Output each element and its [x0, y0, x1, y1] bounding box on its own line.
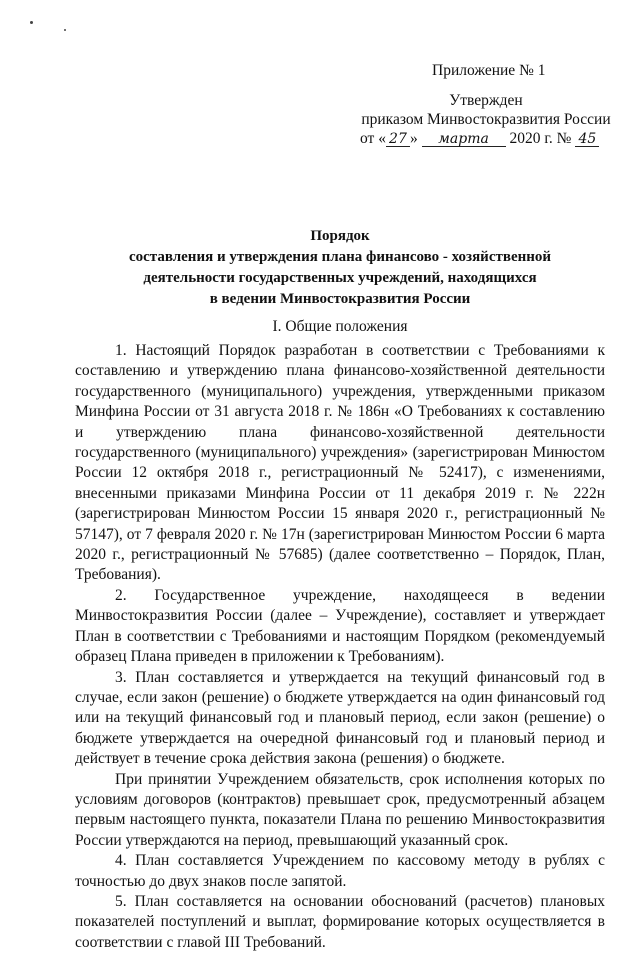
- order-day-handwritten: 27: [386, 132, 410, 147]
- scan-speck: [64, 29, 66, 31]
- section-heading: I. Общие положения: [272, 318, 408, 335]
- approved-by-order: приказом Минвостокразвития России: [361, 111, 611, 128]
- document-title: [100, 226, 580, 310]
- title-line-4: в ведении Минвостокразвития России: [209, 291, 471, 307]
- scan-speck: [30, 21, 33, 24]
- appendix-label: Приложение № 1: [432, 62, 546, 79]
- paragraph-3: 3. План составляется и утверждается на текущий финансовый год в случае, если закон (решение) о бюджете утверждается на один финансовый год или на текущий финансовый год и плановый период, если закон (решение) о бюджете утверждается на очередной финансовый год и плановый период и действует в течение срока действия закона (решения) о бюджете.: [75, 668, 605, 768]
- paragraph-3-continued: При принятии Учреждением обязательств, срок исполнения которых по условиям договоров (контрактов) превышает срок, предусмотренный абзацем первым настоящего пункта, показатели Плана по решению Минвостокразвития России утверждаются на период, превышающий указанный срок.: [75, 770, 605, 849]
- paragraph-5: 5. План составляется на основании обоснований (расчетов) плановых показателей поступлений и выплат, формирование которых осуществляется в соответствии с главой III Требований.: [75, 892, 605, 951]
- paragraph-4: 4. План составляется Учреждением по кассовому методу в рублях с точностью до двух знаков после запятой.: [75, 852, 605, 890]
- order-month-handwritten: марта: [422, 132, 506, 147]
- paragraph-1: 1. Настоящий Порядок разработан в соответствии с Требованиями к составлению и утверждению плана финансово-хозяйственной деятельности государственного (муниципального) учреждения, утвержденными приказом Минфина России от 31 августа 2018 г. № 186н «О Требованиях к составлению и утверждению плана финансово-хозяйственной деятельности государственного (муниципального) учреждения» (зарегистрирован Минюстом России 12 октября 2018 г., регистрационный № 52417), с изменениями, внесенными приказами Минфина России от 11 декабря 2019 г. № 222н (зарегистрирован Минюстом России 15 января 2020 г., регистрационный № 57147), от 7 февраля 2020 г. № 17н (зарегистрирован Минюстом России 6 марта 2020 г., регистрационный № 57685) (далее соответственно – Порядок, План, Требования).: [75, 342, 605, 584]
- title-line-3: деятельности государственных учреждений, находящихся: [143, 270, 537, 286]
- order-date-line: [360, 129, 599, 148]
- paragraph-2: 2. Государственное учреждение, находящееся в ведении Минвостокразвития России (далее – Учреждение), составляет и утверждает План в соответствии с Требованиями и настоящим Порядком (рекомендуемый образец Плана приведен в приложении к Требованиям).: [75, 586, 605, 666]
- title-line-1: Порядок: [310, 228, 370, 244]
- approved-label: Утвержден: [449, 92, 523, 109]
- date-prefix: от «: [360, 130, 386, 147]
- approval-block: [356, 91, 616, 129]
- order-year-number-label: 2020 г. №: [509, 130, 572, 147]
- date-quote-close: »: [409, 130, 418, 147]
- document-body: [75, 341, 605, 953]
- order-number-handwritten: 45: [575, 132, 599, 147]
- title-line-2: составления и утверждения плана финансово - хозяйственной: [128, 249, 552, 265]
